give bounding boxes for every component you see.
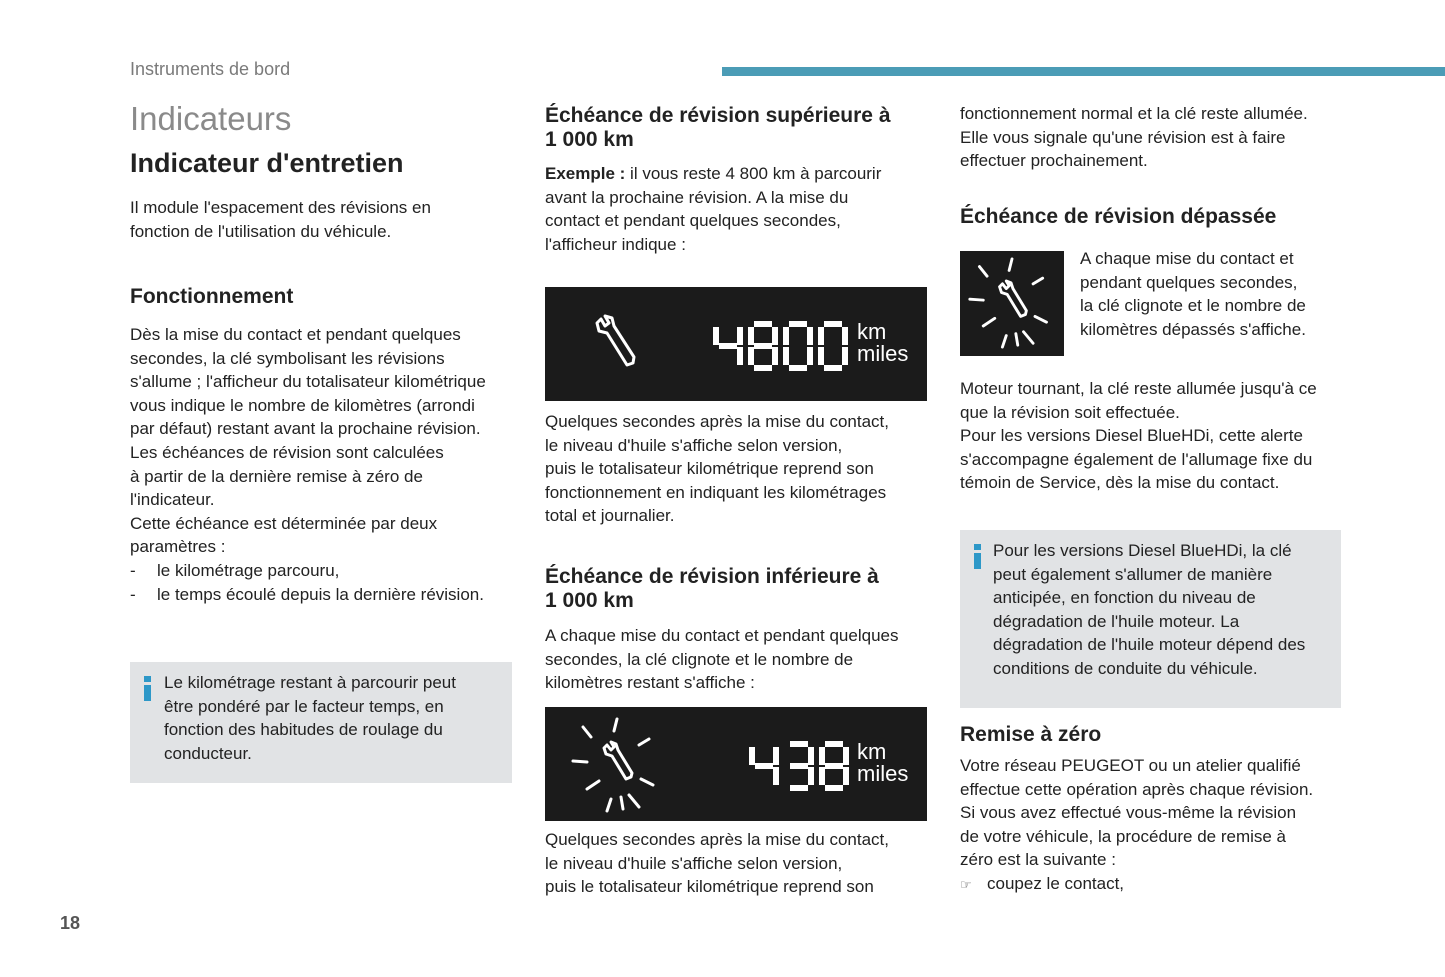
- lcd-segment: [749, 747, 755, 765]
- lcd-segment: [842, 327, 848, 345]
- pointing-hand-icon: ☞: [960, 876, 972, 892]
- display-438: [545, 707, 927, 821]
- lcd-segment: [773, 767, 779, 785]
- lcd-segment: [825, 785, 843, 791]
- lcd-segment: [790, 785, 808, 791]
- continued-text: fonctionnement normal et la clé reste allumée. Elle vous signale qu'une révision est à faire effectuer prochainement.: [960, 104, 1308, 171]
- lcd-segment: [790, 741, 808, 747]
- header-accent-bar: [722, 67, 1445, 76]
- lcd-segment: [808, 747, 814, 765]
- lcd-segment: [818, 347, 824, 365]
- unit-km: km: [857, 739, 887, 764]
- list-item: - le kilométrage parcouru,: [130, 560, 340, 580]
- fonctionnement-text: Dès la mise du contact et pendant quelques secondes, la clé symbolisant les révisions s'allume ; l'afficheur du totalisateur kilométrique vous indique le nombre de kilomètres (arrondi par défaut) restant avant la prochaine révision. Les échéances de révision sont calculées à partir de la dernière remise à zéro de l'indicateur. Cette échéance est déterminée par deux paramètres : - le kilométrage parcouru, - le temps écoulé depuis la dernière révision.: [130, 323, 486, 606]
- inf-1000-after: Quelques secondes après la mise du contact, le niveau d'huile s'affiche selon version, puis le totalisateur kilométrique reprend son: [545, 830, 889, 897]
- lcd-segment: [819, 747, 825, 765]
- lcd-segment: [773, 747, 779, 765]
- intro-text: Il module l'espacement des révisions en fonction de l'utilisation du véhicule.: [130, 198, 431, 241]
- lcd-segment: [843, 767, 849, 785]
- inf-1000-text: A chaque mise du contact et pendant quelques secondes, la clé clignote et le nombre de kilomètres restant s'affiche :: [545, 626, 899, 693]
- lcd-segment: [789, 321, 807, 327]
- lcd-segment: [824, 321, 842, 327]
- lcd-segment: [783, 347, 789, 365]
- remise-text: Votre réseau PEUGEOT ou un atelier qualifié effectue cette opération après chaque révision. Si vous avez effectué vous-même la révision de votre véhicule, la procédure de remise à zéro est la suivante : ☞ coupez le contact,: [960, 754, 1313, 897]
- fonctionnement-heading: Fonctionnement: [130, 285, 294, 308]
- inf-1000-heading: Échéance de révision inférieure à 1 000 km: [545, 565, 879, 612]
- wrench-icon: [587, 313, 647, 373]
- page-title: Indicateurs: [130, 100, 292, 137]
- lcd-segment: [783, 327, 789, 345]
- lcd-segment: [824, 365, 842, 371]
- lcd-segment: [737, 347, 743, 365]
- lcd-segment: [842, 347, 848, 365]
- unit-km: km: [857, 319, 887, 344]
- lcd-segment: [754, 321, 772, 327]
- info-note-kilometrage: [130, 662, 512, 783]
- info-note-bluehdi: [960, 530, 1341, 708]
- sup-1000-example: Exemple : il vous reste 4 800 km à parcourir avant la prochaine révision. A la mise du contact et pendant quelques secondes, l'afficheur indique :: [545, 164, 882, 254]
- unit-miles: miles: [857, 341, 909, 366]
- remise-heading: Remise à zéro: [960, 723, 1102, 746]
- info-note-text: Le kilométrage restant à parcourir peut être pondéré par le facteur temps, en fonction des habitudes de roulage du conducteur.: [164, 673, 456, 763]
- section-header: Instruments de bord: [130, 59, 291, 79]
- flashing-wrench-icon: [966, 255, 1058, 351]
- lcd-segment: [807, 327, 813, 345]
- lcd-segment: [772, 347, 778, 365]
- lcd-segment: [808, 767, 814, 785]
- lcd-segment: [719, 343, 737, 349]
- lcd-segment: [754, 365, 772, 371]
- lcd-segment: [789, 365, 807, 371]
- lcd-segment: [754, 343, 772, 349]
- sup-1000-after: Quelques secondes après la mise du contact, le niveau d'huile s'affiche selon version, puis le totalisateur kilométrique reprend son fonctionnement en indiquant les kilométrages total et journalier.: [545, 412, 889, 526]
- info-note-text: Pour les versions Diesel BlueHDi, la clé peut également s'allumer de manière anticipée, en fonction du niveau de dégradation de l'huile moteur. La dégradation de l'huile moteur dépend des conditions de conduite du véhicule.: [993, 541, 1306, 678]
- lcd-segment: [755, 763, 773, 769]
- list-item: ☞ coupez le contact,: [960, 872, 1313, 897]
- lcd-segment: [748, 327, 754, 345]
- display-depassee: [960, 251, 1064, 356]
- list-item: - le temps écoulé depuis la dernière révision.: [130, 584, 484, 604]
- lcd-segment: [825, 741, 843, 747]
- section-title: Indicateur d'entretien: [130, 148, 404, 178]
- lcd-segment: [825, 763, 843, 769]
- flashing-wrench-icon: [569, 715, 665, 815]
- lcd-segment: [807, 347, 813, 365]
- lcd-segment: [843, 747, 849, 765]
- lcd-segment: [790, 763, 808, 769]
- lcd-segment: [737, 327, 743, 345]
- depassee-beside-text: A chaque mise du contact et pendant quelques secondes, la clé clignote et le nombre de kilomètres dépassés s'affiche.: [1080, 249, 1306, 339]
- lcd-segment: [819, 767, 825, 785]
- lcd-digits: [749, 741, 855, 793]
- sup-1000-heading: Échéance de révision supérieure à 1 000 km: [545, 104, 891, 151]
- lcd-segment: [713, 327, 719, 345]
- lcd-segment: [818, 327, 824, 345]
- depassee-text: Moteur tournant, la clé reste allumée jusqu'à ce que la révision soit effectuée. Pour les versions Diesel BlueHDi, cette alerte s'accompagne également de l'allumage fixe du témoin de Service, dès la mise du contact.: [960, 379, 1317, 493]
- lcd-digits: [713, 321, 855, 373]
- page-number: 18: [60, 913, 81, 933]
- lcd-segment: [748, 347, 754, 365]
- display-4800: [545, 287, 927, 401]
- lcd-segment: [772, 327, 778, 345]
- depassee-heading: Échéance de révision dépassée: [960, 205, 1277, 228]
- unit-miles: miles: [857, 761, 909, 786]
